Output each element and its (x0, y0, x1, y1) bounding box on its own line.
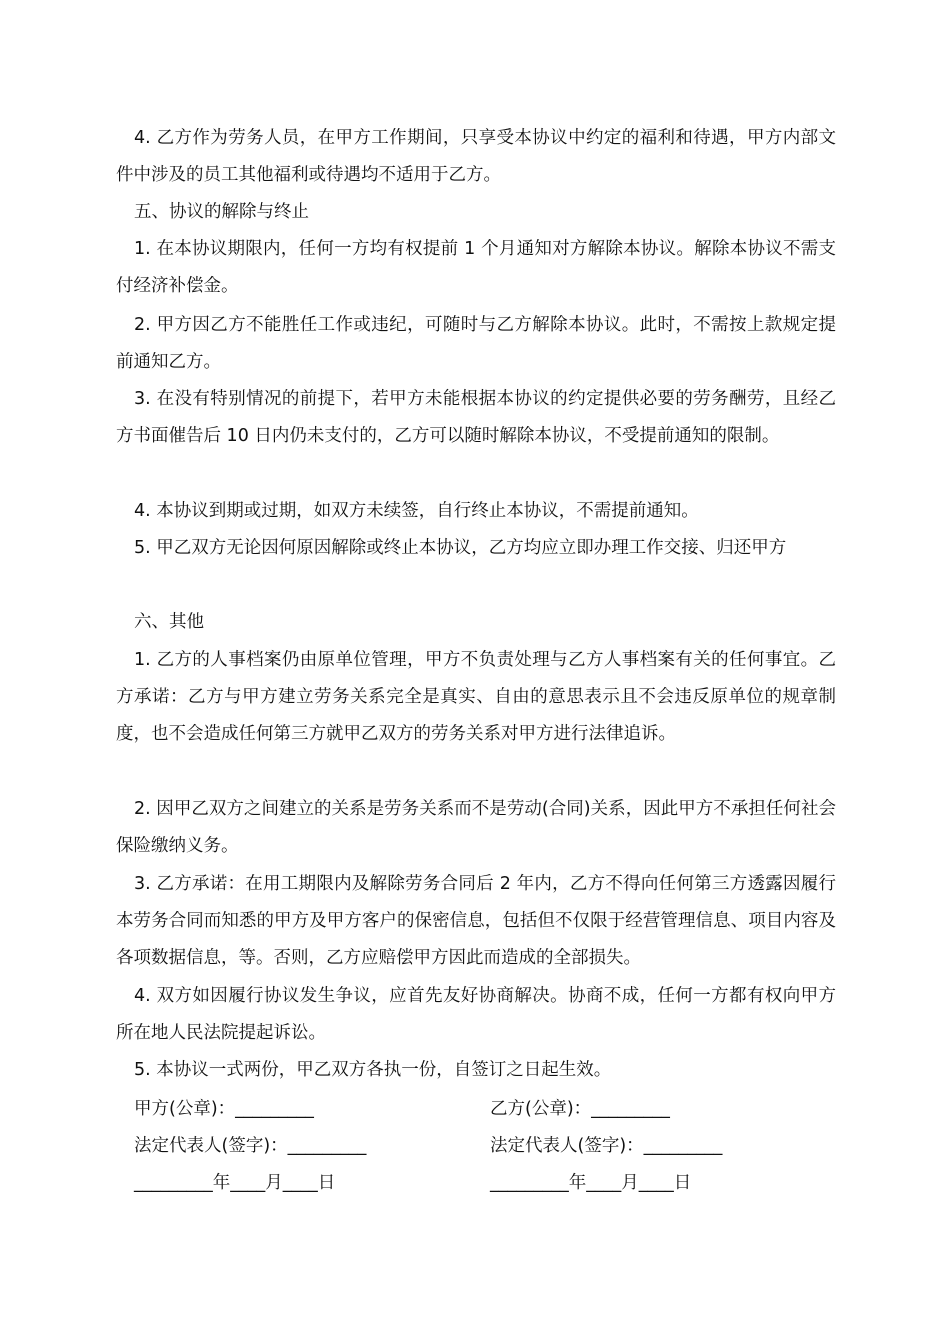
clause-6-3: 3. 乙方承诺：在用工期限内及解除劳务合同后 2 年内，乙方不得向任何第三方透露因履行本劳务合同而知悉的甲方及甲方客户的保密信息，包括但不仅限于经营管理信息、项目内容及各项数据信息，等。否则，乙方应赔偿甲方因此而造成的全部损失。 (116, 874, 836, 968)
clause-5-2: 2. 甲方因乙方不能胜任工作或违纪，可随时与乙方解除本协议。此时，不需按上款规定提前通知乙方。 (116, 315, 836, 372)
clause-5-5: 5. 甲乙双方无论因何原因解除或终止本协议，乙方均应立即办理工作交接、归还甲方 (134, 538, 787, 558)
clause-6-1: 1. 乙方的人事档案仍由原单位管理，甲方不负责处理与乙方人事档案有关的任何事宜。乙方承诺：乙方与甲方建立劳务关系完全是真实、自由的意思表示且不会违反原单位的规章制度，也不会造成任何第三方就甲乙双方的劳务关系对甲方进行法律追诉。 (116, 650, 836, 744)
clause-5-1: 1. 在本协议期限内，任何一方均有权提前 1 个月通知对方解除本协议。解除本协议不需支付经济补偿金。 (116, 239, 836, 296)
clause-6-2: 2. 因甲乙双方之间建立的关系是劳务关系而不是劳动(合同)关系，因此甲方不承担任何社会保险缴纳义务。 (116, 799, 836, 856)
party-b-seal-line: 乙方(公章)：_________ (490, 1099, 670, 1119)
party-b-date-line: _________年____月____日 (490, 1173, 692, 1193)
clause-5-3: 3. 在没有特别情况的前提下，若甲方未能根据本协议的约定提供必要的劳务酬劳，且经乙方书面催告后 10 日内仍未支付的，乙方可以随时解除本协议，不受提前通知的限制。 (116, 389, 836, 446)
party-a-representative-line: 法定代表人(签字)：_________ (134, 1136, 367, 1156)
clause-6-4: 4. 双方如因履行协议发生争议，应首先友好协商解决。协商不成，任何一方都有权向甲方所在地人民法院提起诉讼。 (116, 986, 836, 1043)
section-5-heading: 五、协议的解除与终止 (134, 202, 309, 222)
party-a-date-line: _________年____月____日 (134, 1173, 336, 1193)
clause-6-5: 5. 本协议一式两份，甲乙双方各执一份，自签订之日起生效。 (134, 1060, 612, 1080)
party-b-representative-line: 法定代表人(签字)：_________ (490, 1136, 723, 1156)
section-6-heading: 六、其他 (134, 612, 204, 632)
party-a-seal-line: 甲方(公章)：_________ (134, 1099, 314, 1119)
clause-5-4: 4. 本协议到期或过期，如双方未续签，自行终止本协议，不需提前通知。 (134, 501, 699, 521)
clause-4-4: 4. 乙方作为劳务人员，在甲方工作期间，只享受本协议中约定的福利和待遇，甲方内部文件中涉及的员工其他福利或待遇均不适用于乙方。 (116, 128, 836, 185)
